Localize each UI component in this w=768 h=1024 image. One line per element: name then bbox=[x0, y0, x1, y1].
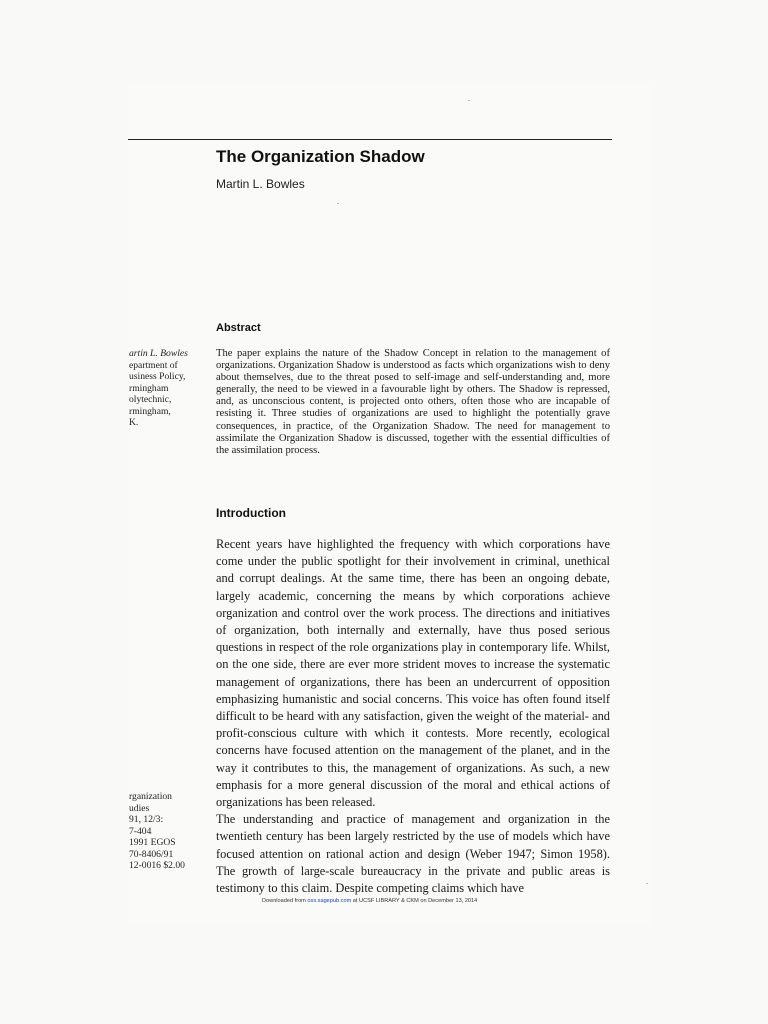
scan-speck bbox=[468, 100, 470, 101]
margin-author-affiliation bbox=[129, 348, 188, 429]
margin-author-line: epartment of bbox=[129, 359, 178, 371]
margin-journal-line: 7-404 bbox=[129, 825, 152, 837]
margin-author-line: rmingham bbox=[129, 382, 169, 394]
scan-speck bbox=[337, 203, 339, 204]
introduction-heading: Introduction bbox=[216, 506, 286, 520]
margin-journal-line: 12-0016 $2.00 bbox=[129, 860, 185, 871]
footer-source-link[interactable]: oss.sagepub.com bbox=[307, 898, 352, 904]
footer-suffix: at UCSF LIBRARY & CKM on December 13, 2014 bbox=[351, 898, 478, 904]
margin-author-line: K. bbox=[129, 417, 139, 428]
margin-author-line: artin L. Bowles bbox=[129, 348, 188, 359]
margin-journal-line: 70-8406/91 bbox=[129, 848, 174, 860]
introduction-paragraph: The understanding and practice of management and organization in the twentieth century has been largely restricted by the use of models which have focused attention on rational action and design (Weber 1947; Simon 1958). The growth of large-scale bureaucracy in the private and public areas is testimony to this claim. Despite competing claims which have bbox=[216, 812, 610, 896]
margin-journal-line: 1991 EGOS bbox=[129, 837, 176, 848]
margin-journal-line: 91, 12/3: bbox=[129, 814, 164, 825]
article-author: Martin L. Bowles bbox=[216, 177, 305, 191]
margin-author-line: usiness Policy, bbox=[129, 371, 186, 382]
abstract-heading: Abstract bbox=[216, 322, 261, 334]
footer-prefix: Downloaded from bbox=[262, 898, 308, 904]
abstract-text: The paper explains the nature of the Shadow Concept in relation to the management of organizations. Organization Shadow is understood as facts which organizations wish to deny about themselves, due to the threat posed to self-image and self-understanding and, more generally, the need to be viewed in a favourable light by others. The Shadow is repressed, and, as unconscious content, is projected onto others, often those who are incapable of resisting it. Three studies of organizations are used to highlight the potentially grave consequences, in practice, of the Organization Shadow. The need for management to assimilate the Organization Shadow is discussed, together with the essential difficulties of the assimilation process. bbox=[216, 348, 610, 456]
margin-journal-line: udies bbox=[129, 802, 150, 814]
margin-author-line: rmingham, bbox=[129, 405, 171, 417]
introduction-paragraph: Recent years have highlighted the frequency with which corporations have come under the public spotlight for their involvement in criminal, unethical and corrupt dealings. At the same time, there has been an ongoing debate, largely academic, concerning the means by which corporations achieve organization and control over the work process. The directions and initiatives of organization, both internally and externally, have thus posed serious questions in respect of the role organizations play in contemporary life. Whilst, on the one side, there are ever more strident moves to increase the systematic management of organizations, there has been an undercurrent of opposition emphasizing humanistic and social concerns. This voice has often found itself difficult to be heard with any satisfaction, given the weight of the material- and profit-conscious culture with which it contests. More recently, ecological concerns have focused attention on the management of the planet, and in the way it contributes to this, the management of organizations. As such, a new emphasis for a more general discussion of the moral and ethical actions of organizations has been released. bbox=[216, 537, 610, 810]
scan-speck bbox=[646, 883, 648, 884]
download-footer bbox=[262, 898, 477, 904]
margin-author-line: olytechnic, bbox=[129, 394, 172, 405]
introduction-body bbox=[216, 536, 610, 897]
margin-journal-citation bbox=[129, 791, 185, 872]
top-rule bbox=[128, 139, 612, 140]
margin-journal-line: rganization bbox=[129, 791, 172, 802]
article-title: The Organization Shadow bbox=[216, 147, 425, 166]
